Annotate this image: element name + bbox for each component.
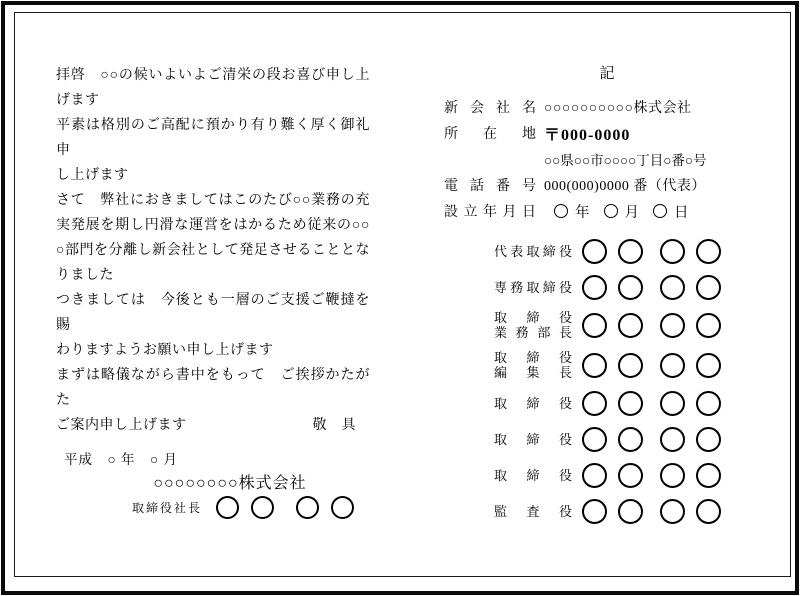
name-placeholder-circle bbox=[618, 353, 643, 378]
name-placeholder-circle bbox=[618, 427, 643, 452]
name-placeholder-circle bbox=[618, 499, 643, 524]
officer-row bbox=[494, 274, 732, 300]
unit-day: 日 bbox=[674, 204, 689, 221]
name-placeholder-circle bbox=[582, 239, 607, 264]
letter-body bbox=[56, 63, 370, 472]
letter-line: わりますようお願い申し上げます bbox=[56, 343, 274, 358]
letter-line: つきましては 今後とも一層のご支援ご鞭撻を賜 bbox=[56, 293, 370, 333]
name-placeholder-circle bbox=[582, 275, 607, 300]
officer-title: 取締役 bbox=[494, 431, 572, 447]
name-placeholder-circle bbox=[696, 353, 721, 378]
letter-line: まずは略儀ながら書中をもって ご挨拶かたがた bbox=[56, 368, 370, 408]
officer-title: 取締役 bbox=[494, 395, 572, 411]
date-line: 平成 ○ 年 ○ 月 bbox=[64, 452, 179, 467]
name-placeholder-circle bbox=[696, 463, 721, 488]
postal-code: 〒000-0000 bbox=[544, 126, 631, 144]
name-placeholder-circle bbox=[618, 275, 643, 300]
details-block bbox=[444, 94, 774, 224]
letter-line: 拝啓 ○○の候いよいよご清栄の段お喜び申し上 bbox=[56, 68, 370, 83]
detail-label: 新会社名 bbox=[444, 101, 536, 116]
name-placeholder-circle bbox=[696, 499, 721, 524]
letter-line: 実発展を期し円滑な運営をはかるため従来の○○ bbox=[56, 218, 370, 233]
name-placeholder-circle bbox=[696, 313, 721, 338]
officer-title: 監査役 bbox=[494, 503, 572, 519]
letter-line: し上げます bbox=[56, 168, 129, 183]
name-placeholder-circle bbox=[660, 353, 685, 378]
signature-row bbox=[132, 496, 366, 519]
officer-row bbox=[494, 426, 732, 452]
officer-title: 取締役 bbox=[494, 310, 572, 325]
details-heading: 記 bbox=[599, 66, 617, 82]
unit-year: 年 bbox=[575, 204, 590, 221]
name-placeholder-circle bbox=[660, 275, 685, 300]
name-placeholder-circle bbox=[696, 239, 721, 264]
officers-list bbox=[494, 238, 732, 534]
name-placeholder-circle bbox=[660, 463, 685, 488]
detail-label: 設立年月日 bbox=[444, 205, 536, 220]
name-placeholder-circle bbox=[582, 391, 607, 416]
unit-month: 月 bbox=[624, 204, 639, 221]
officer-title: 代表取締役 bbox=[494, 243, 572, 259]
letter-line: 平素は格別のご高配に預かり有り難く厚く御礼申 bbox=[56, 118, 370, 158]
officer-row bbox=[494, 498, 732, 524]
name-placeholder-circle bbox=[331, 496, 354, 519]
name-placeholder-circle bbox=[696, 275, 721, 300]
closing-text: ご案内申し上げます bbox=[56, 418, 187, 433]
sender-company-name: ○○○○○○○○株式会社 bbox=[153, 475, 307, 492]
phone-number: 000(000)0000 番（代表） bbox=[544, 179, 706, 194]
detail-label: 電話番号 bbox=[444, 179, 536, 194]
date-placeholder-circle bbox=[604, 204, 618, 218]
name-placeholder-circle bbox=[251, 496, 274, 519]
name-placeholder-circle bbox=[660, 427, 685, 452]
officer-row bbox=[494, 390, 732, 416]
name-placeholder-circle bbox=[296, 496, 319, 519]
detail-value: ○○○○○○○○○○株式会社 bbox=[544, 101, 692, 116]
name-placeholder-circle bbox=[618, 391, 643, 416]
letter-line: げます bbox=[56, 93, 100, 108]
officer-title-line2: 業務部長 bbox=[494, 325, 572, 340]
date-placeholder-circle bbox=[554, 204, 568, 218]
name-placeholder-circle bbox=[696, 391, 721, 416]
closing-word: 敬 具 bbox=[312, 418, 356, 433]
letter-line: さて 弊社におきましてはこのたび○○業務の充 bbox=[56, 193, 370, 208]
name-placeholder-circle bbox=[582, 313, 607, 338]
detail-row-address bbox=[444, 120, 774, 146]
officer-title: 取締役 bbox=[494, 350, 572, 365]
name-placeholder-circle bbox=[582, 499, 607, 524]
name-placeholder-circle bbox=[582, 463, 607, 488]
detail-label: 所在地 bbox=[444, 127, 536, 142]
name-placeholder-circle bbox=[660, 313, 685, 338]
letter-line: ○部門を分離し新会社として発足させることとな bbox=[56, 243, 370, 258]
officer-title: 取締役 bbox=[494, 467, 572, 483]
name-placeholder-circle bbox=[618, 239, 643, 264]
name-placeholder-circle bbox=[582, 427, 607, 452]
name-placeholder-circle bbox=[216, 496, 239, 519]
name-placeholder-circle bbox=[660, 391, 685, 416]
name-placeholder-circle bbox=[618, 463, 643, 488]
officer-title-line2: 編集長 bbox=[494, 365, 572, 380]
name-placeholder-circle bbox=[582, 353, 607, 378]
officer-row bbox=[494, 310, 732, 340]
detail-row-company bbox=[444, 94, 774, 120]
closing-row bbox=[56, 413, 370, 438]
signature-title: 取締役社長 bbox=[132, 501, 203, 515]
name-placeholder-circle bbox=[660, 239, 685, 264]
founded-date bbox=[544, 201, 693, 222]
address-line: ○○県○○市○○○○丁目○番○号 bbox=[544, 153, 707, 168]
detail-row-phone bbox=[444, 172, 774, 198]
name-placeholder-circle bbox=[696, 427, 721, 452]
officer-row bbox=[494, 462, 732, 488]
detail-row-founded bbox=[444, 198, 774, 224]
date-placeholder-circle bbox=[653, 204, 667, 218]
officer-title: 専務取締役 bbox=[494, 279, 572, 295]
letter-line: りました bbox=[56, 268, 114, 283]
officer-row bbox=[494, 238, 732, 264]
name-placeholder-circle bbox=[660, 499, 685, 524]
officer-row bbox=[494, 350, 732, 380]
detail-row-address2 bbox=[444, 146, 774, 172]
name-placeholder-circle bbox=[618, 313, 643, 338]
